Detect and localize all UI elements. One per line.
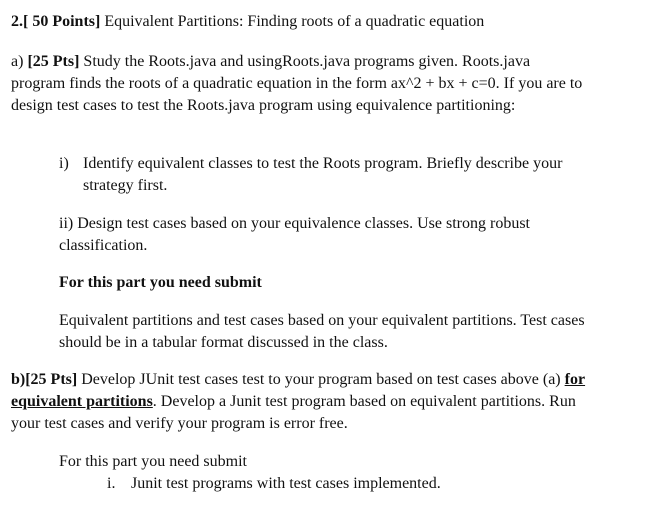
part-b-line-2 (11, 392, 576, 412)
part-a-submit-heading: For this part you need submit (59, 274, 262, 291)
question-points: 2.[ 50 Points] (11, 13, 101, 30)
item-ii-marker: ii) (59, 215, 74, 232)
part-b-equivalent-partitions: equivalent partitions (11, 393, 153, 410)
part-a-points: [25 Pts] (27, 53, 80, 70)
part-b-line-1-text: Develop JUnit test cases test to your program based on test cases above (a) (77, 371, 565, 388)
item-ii-line-1 (59, 214, 530, 234)
question-header (11, 12, 484, 32)
part-b-item-text: Junit test programs with test cases implemented. (131, 475, 441, 492)
item-i-line-2: strategy first. (83, 177, 168, 194)
item-i-marker: i) (59, 155, 69, 172)
part-a-submit-line-2: should be in a tabular format discussed in the class. (59, 334, 388, 351)
part-a-line-3: design test cases to test the Roots.java program using equivalence partitioning: (11, 97, 516, 114)
part-b-submit-heading: For this part you need submit (59, 453, 247, 470)
part-b-points: b)[25 Pts] (11, 371, 78, 388)
part-a-submit-line-1: Equivalent partitions and test cases based on your equivalent partitions. Test cases (59, 312, 585, 329)
item-i-line-1: Identify equivalent classes to test the Roots program. Briefly describe your (83, 155, 563, 172)
item-ii-line-2: classification. (59, 237, 148, 254)
part-a-line-1-text: Study the Roots.java and usingRoots.java programs given. Roots.java (79, 53, 531, 70)
part-b-line-3: your test cases and verify your program is error free. (11, 415, 348, 432)
part-a-prefix: a) (11, 53, 28, 70)
part-b-for-text: for (564, 371, 586, 388)
item-ii-line-1-text: Design test cases based on your equivalence classes. Use strong robust (77, 215, 530, 232)
part-b-line-2-text: . Develop a Junit test program based on equivalent partitions. Run (152, 393, 576, 410)
part-a-line-1 (11, 52, 530, 72)
part-b-line-1 (11, 370, 585, 390)
part-b-item-marker: i. (107, 475, 116, 492)
question-title: Equivalent Partitions: Finding roots of a quadratic equation (100, 13, 485, 30)
part-a-line-2: program finds the roots of a quadratic equation in the form ax^2 + bx + c=0. If you are to (11, 75, 583, 92)
